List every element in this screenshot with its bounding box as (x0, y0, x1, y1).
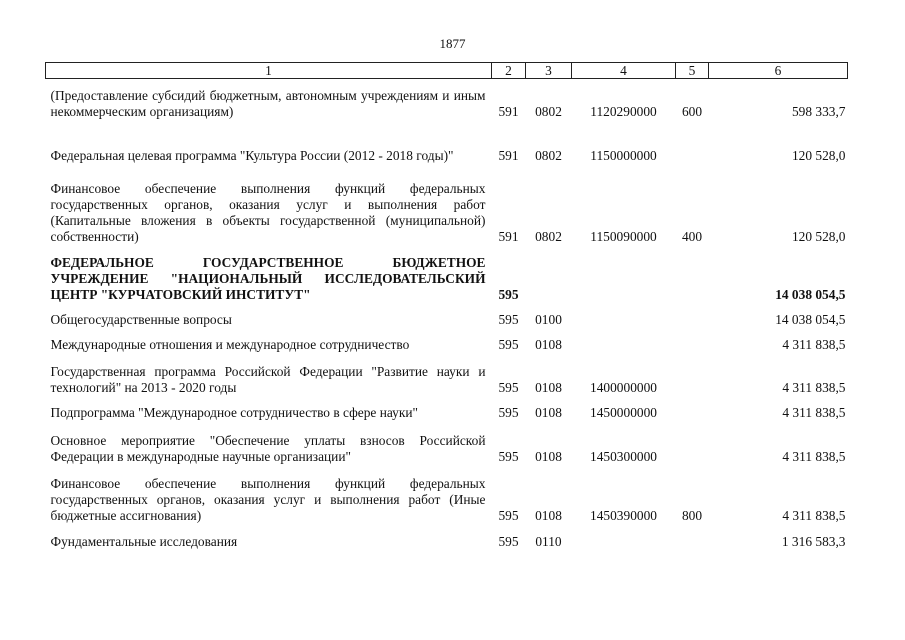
row-amount: 14 038 054,5 (775, 311, 846, 327)
row-target: 1120290000 (590, 103, 657, 119)
row-code: 595 (498, 379, 519, 395)
table-header (46, 63, 848, 79)
row-amount: 1 316 583,3 (781, 533, 846, 549)
row-code: 591 (498, 103, 519, 119)
row-target: 1450000000 (590, 404, 657, 420)
table-row (46, 164, 848, 245)
header-col-3: 3 (526, 63, 572, 79)
row-target: 1150090000 (590, 228, 657, 244)
row-section: 0108 (535, 448, 562, 464)
row-name: Государственная программа Российской Федерации "Развитие науки и технологий" на 2013 - 2020 годы (50, 363, 486, 395)
row-type (676, 421, 709, 465)
row-name: Фундаментальные исследования (50, 533, 238, 549)
table-row (46, 79, 848, 120)
row-code: 591 (498, 228, 519, 244)
header-col-2: 2 (492, 63, 526, 79)
row-code: 595 (498, 311, 519, 327)
row-amount: 120 528,0 (791, 147, 846, 163)
row-name: Международные отношения и международное сотрудничество (50, 336, 410, 352)
row-type (676, 353, 709, 396)
table-row (46, 524, 848, 550)
row-name: Финансовое обеспечение выполнения функций федеральных государственных органов, оказания услуг и выполнения работ (Капитальные вложения в объекты государственной (муниципальной) собственности) (50, 180, 486, 244)
row-type: 800 (681, 507, 703, 523)
row-amount: 598 333,7 (791, 103, 846, 119)
table-row (46, 120, 848, 164)
row-section: 0802 (535, 147, 562, 163)
header-col-6: 6 (709, 63, 848, 79)
row-name: Подпрограмма "Международное сотрудничество в сфере науки" (50, 404, 418, 420)
row-target (572, 245, 676, 303)
header-row (46, 63, 848, 79)
row-code: 595 (498, 404, 519, 420)
row-name: Финансовое обеспечение выполнения функций федеральных государственных органов, оказания услуг и выполнения работ (Иные бюджетные ассигнования) (50, 475, 486, 523)
row-amount: 120 528,0 (791, 228, 846, 244)
row-name: Основное мероприятие "Обеспечение уплаты взносов Российской Федерации в международные научные организации" (50, 432, 486, 464)
table-body (46, 79, 848, 550)
row-type (676, 328, 709, 353)
row-target: 1150000000 (590, 147, 657, 163)
row-name: Федеральная целевая программа "Культура России (2012 - 2018 годы)" (50, 147, 454, 163)
table-row (46, 396, 848, 421)
row-section: 0108 (535, 336, 562, 352)
row-name: (Предоставление субсидий бюджетным, автономным учреждениям и иным некоммерческим организациям) (50, 87, 486, 119)
row-type (676, 396, 709, 421)
row-type (676, 245, 709, 303)
row-type: 600 (681, 103, 703, 119)
row-section: 0802 (535, 228, 562, 244)
row-amount: 4 311 838,5 (782, 379, 846, 395)
row-section: 0108 (535, 404, 562, 420)
row-target (572, 303, 676, 328)
header-col-1: 1 (46, 63, 492, 79)
row-section: 0110 (535, 533, 562, 549)
row-code: 595 (498, 448, 519, 464)
table-row (46, 465, 848, 524)
row-name: Общегосударственные вопросы (50, 311, 232, 327)
table-row (46, 303, 848, 328)
row-type (676, 120, 709, 164)
table-row (46, 328, 848, 353)
row-type (676, 303, 709, 328)
row-amount: 4 311 838,5 (782, 507, 846, 523)
header-col-5: 5 (676, 63, 709, 79)
row-section: 0108 (535, 507, 562, 523)
row-amount: 4 311 838,5 (782, 404, 846, 420)
row-target (572, 524, 676, 550)
row-target: 1400000000 (590, 379, 657, 395)
row-amount: 14 038 054,5 (775, 286, 846, 302)
table-row (46, 421, 848, 465)
row-section: 0100 (535, 311, 562, 327)
row-amount: 4 311 838,5 (782, 336, 846, 352)
row-code: 591 (498, 147, 519, 163)
row-target (572, 328, 676, 353)
row-target: 1450390000 (590, 507, 657, 523)
row-code: 595 (498, 533, 519, 549)
row-amount: 4 311 838,5 (782, 448, 846, 464)
table-row (46, 353, 848, 396)
header-col-4: 4 (572, 63, 676, 79)
row-code: 595 (498, 507, 519, 523)
row-code: 595 (498, 336, 519, 352)
row-section: 0108 (535, 379, 562, 395)
table-row (46, 245, 848, 303)
row-section (526, 245, 572, 303)
row-section: 0802 (535, 103, 562, 119)
row-type: 400 (681, 228, 703, 244)
budget-table (45, 62, 848, 550)
row-type (676, 524, 709, 550)
row-target: 1450300000 (590, 448, 657, 464)
row-name: ФЕДЕРАЛЬНОЕ ГОСУДАРСТВЕННОЕ БЮДЖЕТНОЕ УЧРЕЖДЕНИЕ "НАЦИОНАЛЬНЫЙ ИССЛЕДОВАТЕЛЬСКИЙ ЦЕНТР "КУРЧАТОВСКИЙ ИНСТИТУТ" (50, 254, 486, 302)
row-code: 595 (498, 286, 519, 302)
page-number: 1877 (439, 36, 466, 51)
